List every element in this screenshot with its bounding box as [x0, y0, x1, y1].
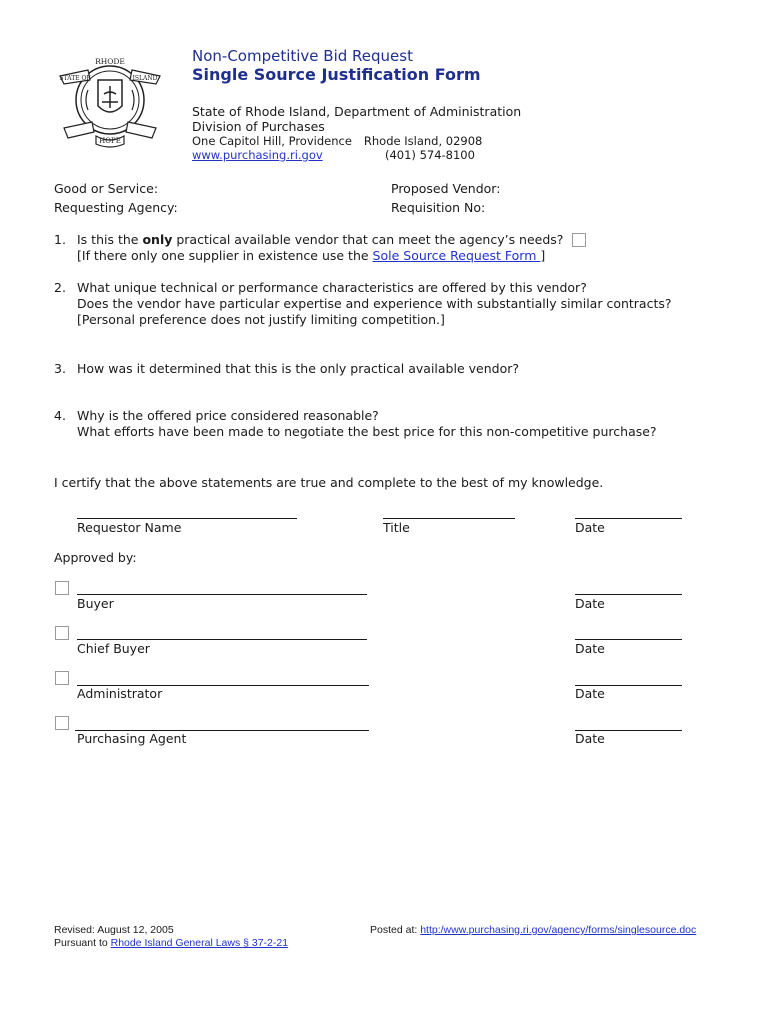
question-text: Does the vendor have particular expertise and experience with substantially similar contracts? [77, 296, 672, 311]
buyer-date-line[interactable] [575, 594, 682, 595]
question-text: How was it determined that this is the only practical available vendor? [77, 361, 519, 376]
chief-buyer-checkbox[interactable] [55, 626, 69, 640]
title-label: Title [383, 520, 410, 535]
only-vendor-checkbox[interactable] [572, 233, 586, 247]
question-number: 2. [54, 280, 66, 295]
question-1 [54, 232, 563, 264]
administrator-checkbox[interactable] [55, 671, 69, 685]
administrator-label: Administrator [77, 686, 163, 701]
buyer-label: Buyer [77, 596, 114, 611]
rhode-island-seal-icon [58, 50, 162, 150]
buyer-signature-line[interactable] [77, 594, 367, 595]
question-emphasis: only [142, 232, 173, 247]
requestor-title-line[interactable] [383, 518, 515, 519]
requisition-no-label: Requisition No: [391, 200, 486, 215]
question-text: What efforts have been made to negotiate the best price for this non-competitive purchase? [77, 424, 657, 439]
pursuant-prefix: Pursuant to [54, 937, 111, 949]
good-or-service-label: Good or Service: [54, 181, 159, 196]
question-3 [54, 361, 519, 377]
phone-number: (401) 574-8100 [385, 148, 475, 162]
buyer-checkbox[interactable] [55, 581, 69, 595]
posted-prefix: Posted at: [370, 924, 421, 936]
seal-text-top: RHODE [95, 57, 125, 66]
date-label: Date [575, 686, 605, 701]
requestor-name-line[interactable] [77, 518, 297, 519]
purchasing-agent-label: Purchasing Agent [77, 731, 187, 746]
requestor-date-line[interactable] [575, 518, 682, 519]
date-label: Date [575, 731, 605, 746]
general-laws-link[interactable]: Rhode Island General Laws § 37-2-21 [110, 937, 289, 949]
address-block [192, 134, 482, 162]
form-title: Single Source Justification Form [192, 65, 481, 84]
website-link[interactable]: www.purchasing.ri.gov [192, 148, 323, 162]
organization-block [192, 104, 521, 134]
org-division: Division of Purchases [192, 119, 325, 134]
approved-by-label: Approved by: [54, 550, 137, 565]
certification-statement: I certify that the above statements are true and complete to the best of my knowledge. [54, 475, 604, 490]
purchasing-agent-checkbox[interactable] [55, 716, 69, 730]
question-text: Is this the [77, 232, 143, 247]
footer-right [370, 924, 696, 937]
footer-left [54, 924, 288, 950]
question-note-end: ] [540, 248, 546, 263]
date-label: Date [575, 596, 605, 611]
question-4 [54, 408, 657, 440]
question-note: [If there only one supplier in existence use the [77, 248, 373, 263]
sole-source-request-form-link[interactable]: Sole Source Request Form [372, 248, 541, 263]
question-text: What unique technical or performance characteristics are offered by this vendor? [77, 280, 587, 295]
question-text: practical available vendor that can meet the agency’s needs? [172, 232, 564, 247]
seal-text-right: ISLAND [132, 75, 158, 82]
chief-buyer-date-line[interactable] [575, 639, 682, 640]
requestor-name-label: Requestor Name [77, 520, 182, 535]
question-number: 3. [54, 361, 66, 376]
chief-buyer-signature-line[interactable] [77, 639, 367, 640]
question-number: 1. [54, 232, 66, 247]
requesting-agency-label: Requesting Agency: [54, 200, 178, 215]
question-text: Why is the offered price considered reasonable? [77, 408, 379, 423]
proposed-vendor-label: Proposed Vendor: [391, 181, 501, 196]
posted-at-link[interactable]: http:/www.purchasing.ri.gov/agency/forms/singlesource.doc [420, 924, 697, 936]
date-label: Date [575, 641, 605, 656]
org-department: State of Rhode Island, Department of Administration [192, 104, 522, 119]
question-2 [54, 280, 672, 328]
seal-text-bottom: HOPE [99, 137, 121, 145]
date-label: Date [575, 520, 605, 535]
question-note: [Personal preference does not justify limiting competition.] [77, 312, 445, 327]
question-number: 4. [54, 408, 66, 423]
seal-text-left: STATE OF [59, 75, 91, 82]
city-zip: Rhode Island, 02908 [363, 134, 483, 148]
form-subtitle: Non-Competitive Bid Request [192, 47, 413, 65]
revised-date: Revised: August 12, 2005 [54, 924, 174, 936]
chief-buyer-label: Chief Buyer [77, 641, 150, 656]
street-address: One Capitol Hill, Providence [192, 134, 352, 148]
